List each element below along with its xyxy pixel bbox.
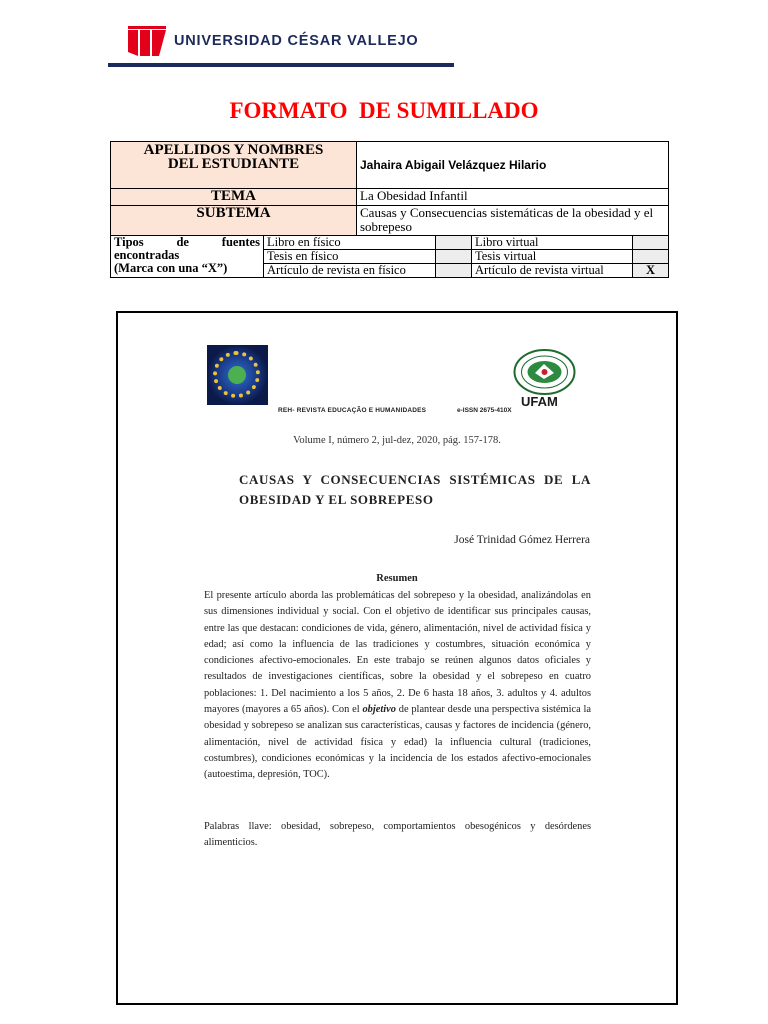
option-tesis-virtual: Tesis virtual bbox=[472, 250, 633, 264]
option-articulo-virtual: Artículo de revista virtual bbox=[472, 264, 633, 278]
source-types-label-line1: Tipos de fuentes bbox=[114, 235, 260, 249]
checkbox-tesis-virtual[interactable] bbox=[633, 250, 669, 264]
subtema-value[interactable]: Causas y Consecuencias sistemáticas de la obesidad y el sobrepeso bbox=[357, 206, 669, 236]
university-header bbox=[108, 20, 468, 68]
abstract-emphasis: objetivo bbox=[362, 704, 396, 716]
journal-name: REH- REVISTA EDUCAÇÃO E HUMANIDADES bbox=[278, 407, 427, 414]
option-libro-fisico: Libro en físico bbox=[264, 236, 436, 250]
student-label: APELLIDOS Y NOMBRES DEL ESTUDIANTE bbox=[111, 142, 357, 189]
ufam-seal-icon bbox=[513, 349, 576, 395]
tema-value[interactable]: La Obesidad Infantil bbox=[357, 189, 669, 206]
document-title: FORMATO DE SUMILLADO bbox=[229, 98, 539, 123]
checkbox-libro-virtual[interactable] bbox=[633, 236, 669, 250]
header-rule bbox=[108, 63, 454, 67]
university-name: UNIVERSIDAD CÉSAR VALLEJO bbox=[174, 33, 419, 49]
subtema-label: SUBTEMA bbox=[111, 206, 357, 236]
journal-globe-icon bbox=[207, 345, 268, 405]
student-name: Jahaira Abigail Velázquez Hilario bbox=[360, 158, 547, 172]
source-types-table bbox=[110, 235, 669, 278]
journal-issn: e-ISSN 2675-410X bbox=[457, 407, 512, 414]
source-types-label: Tipos de fuentes encontradas (Marca con una “X”) bbox=[111, 236, 264, 278]
article-keywords: Palabras llave: obesidad, sobrepeso, comportamientos obesogénicos y desórdenes alimenticios. bbox=[204, 821, 591, 849]
checkbox-libro-fisico[interactable] bbox=[436, 236, 472, 250]
option-libro-virtual: Libro virtual bbox=[472, 236, 633, 250]
article-title: CAUSAS Y CONSECUENCIAS SISTÉMICAS DE LA OBESIDAD Y EL SOBREPESO bbox=[239, 472, 591, 507]
student-form-table bbox=[110, 141, 669, 236]
checkbox-articulo-fisico[interactable] bbox=[436, 264, 472, 278]
student-name-field[interactable] bbox=[357, 142, 669, 189]
article-page-image bbox=[116, 311, 678, 1005]
article-author: José Trinidad Gómez Herrera bbox=[454, 534, 590, 546]
ufam-logo-text: UFAM bbox=[521, 394, 558, 409]
tema-label: TEMA bbox=[111, 189, 357, 206]
option-articulo-fisico: Artículo de revista en físico bbox=[264, 264, 436, 278]
journal-volume: Volume I, número 2, jul-dez, 2020, pág. 157-178. bbox=[293, 435, 501, 446]
abstract-text: El presente artículo aborda las problemáticas del sobrepeso y la obesidad, analizándolas en sus dimensiones individual y social. Con el objetivo de identificar sus principales causas, entre las que destacan: condiciones de vida, género, alimentación, nivel de actividad física y edad; así como la influencia de las tradiciones y costumbres, situación económica y condiciones afectivo-emocionales. En este trabajo se reúnen algunos datos oficiales y resultados de investigaciones científicas, sobre la obesidad y el sobrepeso en cuatro poblaciones: 1. Del nacimiento a los 5 años, 2. De 6 hasta 18 años, 3. adultos y 4. adultos mayores (mayores a 65 años). Con el objetivo de plantear desde una perspectiva sistémica la obesidad y sobrepeso se analizan sus características, causas y factores de incidencia (género, alimentación, nivel de actividad física y edad) la influencia cultural (tradiciones, costumbres), condiciones económicas y la incidencia de los estados afectivo-emocionales (autoestima, depresión, TOC). bbox=[204, 590, 591, 781]
checkbox-articulo-virtual[interactable]: X bbox=[633, 264, 669, 278]
checkbox-tesis-fisico[interactable] bbox=[436, 250, 472, 264]
abstract-heading: Resumen bbox=[376, 573, 418, 584]
option-tesis-fisico: Tesis en físico bbox=[264, 250, 436, 264]
university-logo-icon bbox=[128, 26, 166, 56]
